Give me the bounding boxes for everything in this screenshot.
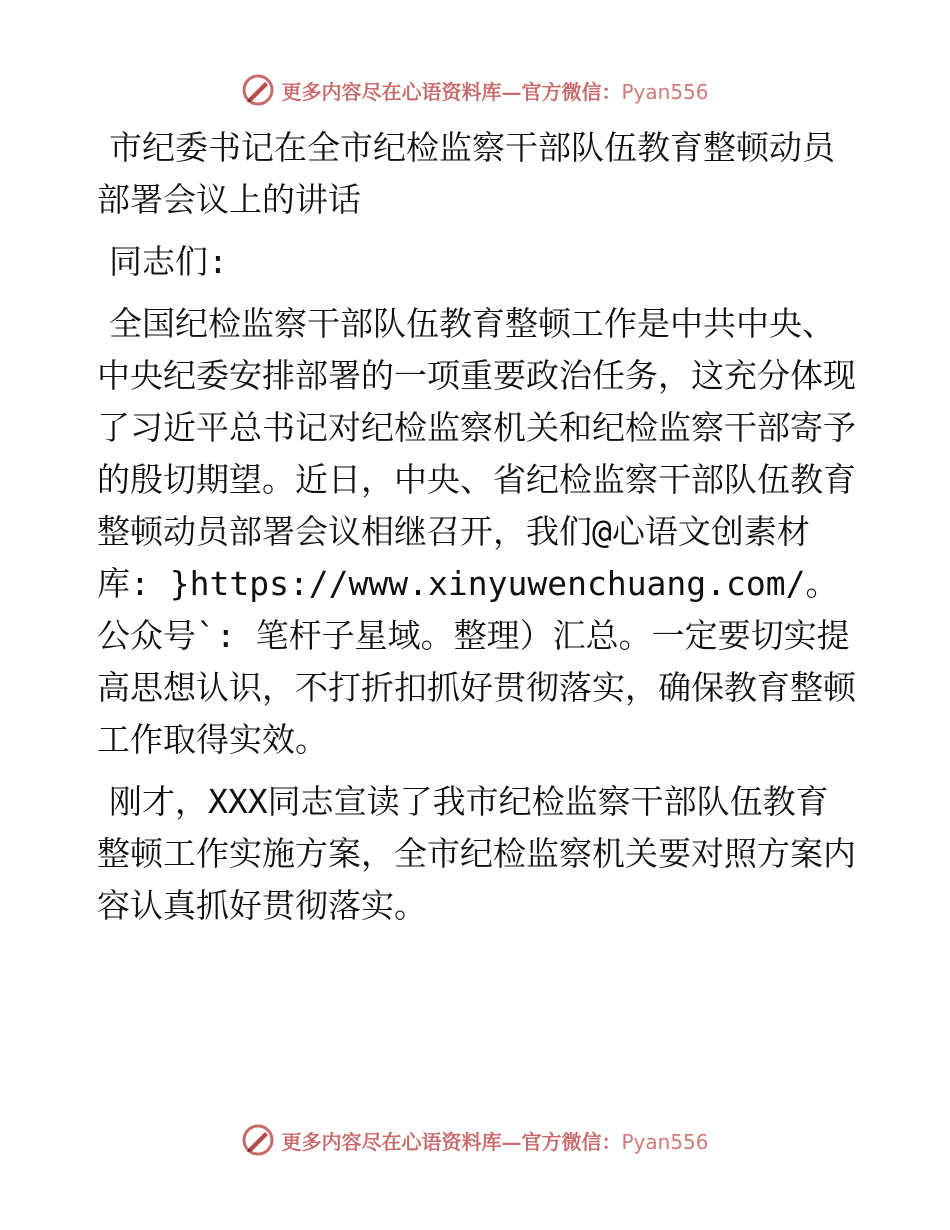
pen-logo-icon (241, 73, 275, 107)
document-body (97, 122, 857, 942)
watermark-wechat-id: Pyan556 (621, 79, 709, 104)
watermark-brand: 更多内容尽在心语资料库—官方微信： (281, 79, 622, 104)
header-watermark (0, 70, 950, 110)
watermark-text (281, 76, 708, 105)
watermark-wechat-id: Pyan556 (621, 1129, 709, 1154)
salutation: 同志们: (109, 242, 228, 281)
watermark-text (281, 1126, 708, 1155)
document-title: 市纪委书记在全市纪检监察干部队伍教育整顿动员部署会议上的讲话 (97, 128, 835, 219)
paragraph-1: 全国纪检监察干部队伍教育整顿工作是中共中央、中央纪委安排部署的一项重要政治任务，这充分体现了习近平总书记对纪检监察机关和纪检监察干部寄予的殷切期望。近日，中央、省纪检监察干部队伍教育整顿动员部署会议相继召开，我们@心语文创素材库: }https://www.xinyuwenchuang.com/。公众号`: 笔杆子星域。整理）汇总。一定要切实提高思想认识，不打折扣抓好贯彻落实，确保教育整顿工作取得实效。 (97, 304, 856, 759)
watermark-brand: 更多内容尽在心语资料库—官方微信： (281, 1129, 622, 1154)
pen-logo-icon (241, 1123, 275, 1157)
footer-watermark (0, 1120, 950, 1160)
paragraph-2: 刚才，XXX同志宣读了我市纪检监察干部队伍教育整顿工作实施方案，全市纪检监察机关要对照方案内容认真抓好贯彻落实。 (97, 782, 856, 925)
